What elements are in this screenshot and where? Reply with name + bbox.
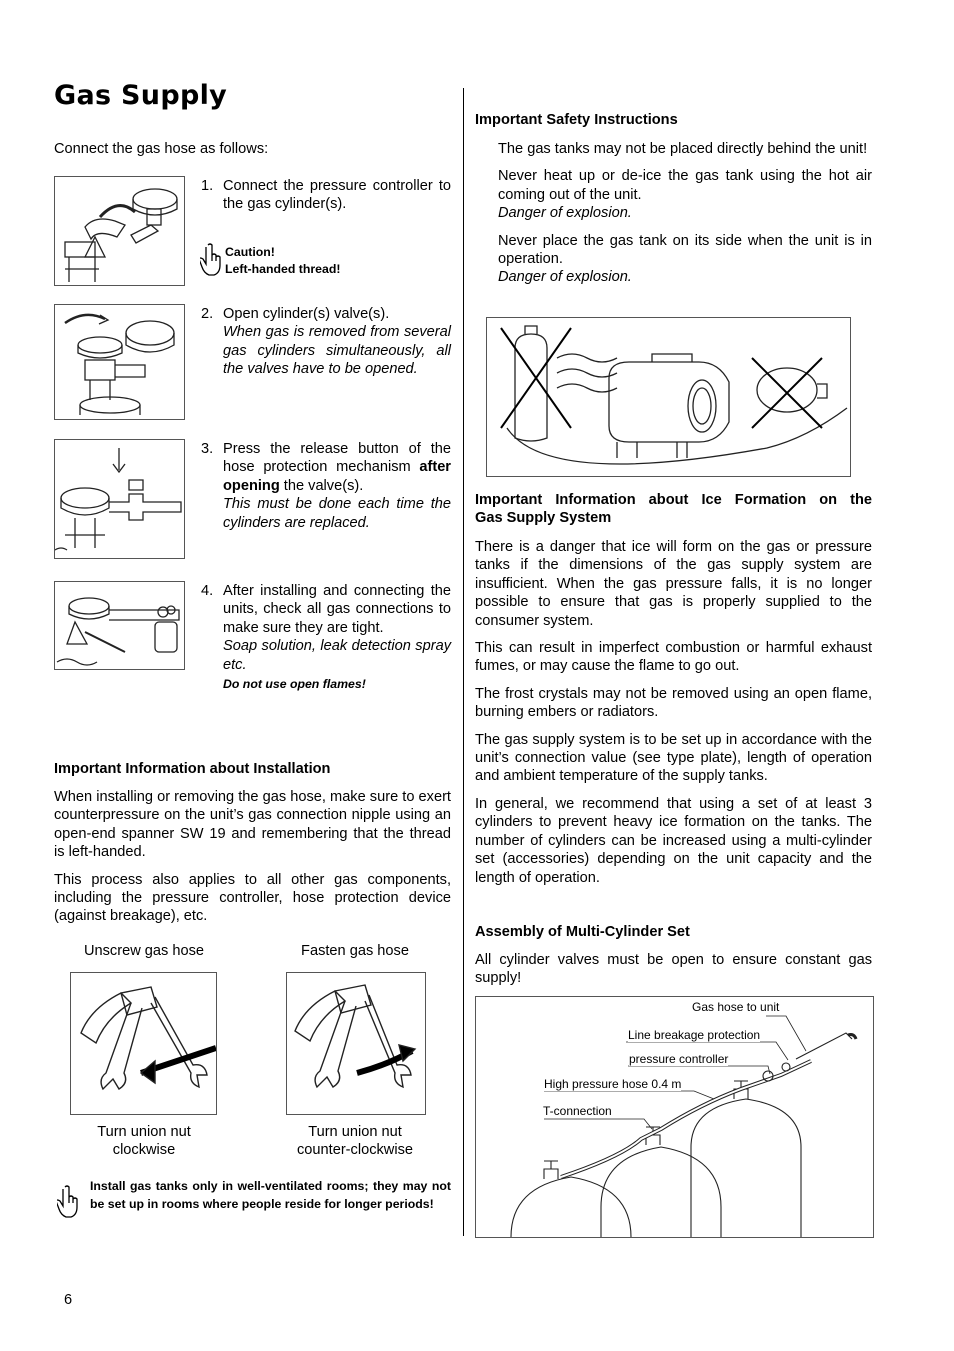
page-number: 6 (64, 1292, 73, 1308)
step-3-note: This must be done each time the cylinders are replaced. (223, 496, 451, 531)
unscrew-illustration (70, 972, 217, 1115)
ice-paragraph-2: This can result in imperfect combustion or harmful exhaust fumes, or may cause the flame to go out. (475, 640, 872, 675)
installation-paragraph-1: When installing or removing the gas hose, make sure to exert counterpressure on the unit’s gas connection nipple using an open-end spanner SW 19 and remembering that the thread is left-handed. (54, 789, 451, 861)
ice-paragraph-4: The gas supply system is to be set up in accordance with the unit’s connection value (see type plate), length of operation and ambient temperature of the supply tanks. (475, 731, 872, 785)
safety-paragraph-2-note: Danger of explosion. (498, 205, 632, 222)
multi-cylinder-diagram (475, 996, 874, 1238)
installation-paragraph-2: This process also applies to all other gas components, including the pressure controller, hose protection device (against breakage), etc. (54, 871, 451, 925)
step-2-note: When gas is removed from several gas cylinders simultaneously, all the valves have to be opened. (223, 324, 451, 378)
ice-section (475, 538, 872, 896)
label-gas-hose: Gas hose to unit (692, 1000, 780, 1014)
safety-paragraph-3: Never place the gas tank on its side when the unit is in operation. (498, 232, 872, 268)
ventilation-note: Install gas tanks only in well-ventilated rooms; they may not be set up in rooms where people reside for longer periods! (90, 1179, 451, 1211)
pointing-hand-icon (200, 243, 222, 282)
label-pressure-controller: pressure controller (629, 1052, 729, 1066)
label-t-connection: T-connection (543, 1104, 612, 1118)
pointing-hand-icon (57, 1185, 79, 1224)
ice-heading-line-1: Important Information about Ice Formation on the (475, 492, 872, 508)
caution-line-2: Left-handed thread! (225, 262, 341, 276)
safety-paragraph-3-note: Danger of explosion. (498, 269, 632, 286)
unscrew-caption-line-1: Turn union nut (97, 1124, 191, 1140)
fasten-caption (271, 1123, 439, 1160)
ice-paragraph-3: The frost crystals may not be removed using an open flame, burning embers or radiators. (475, 685, 872, 721)
fasten-illustration (286, 972, 426, 1115)
ice-heading-line-2: Gas Supply System (475, 510, 612, 527)
unscrew-caption (70, 1123, 218, 1160)
step-3-illustration (54, 439, 185, 559)
step-4-number: 4. (201, 583, 214, 599)
step-4-warning: Do not use open flames! (223, 677, 366, 692)
safety-heading: Important Safety Instructions (475, 112, 678, 128)
assembly-heading: Assembly of Multi-Cylinder Set (475, 924, 690, 940)
caution-line-1: Caution! (225, 245, 275, 259)
ice-paragraph-5: In general, we recommend that using a set of at least 3 cylinders to prevent heavy ice formation on the tanks. The number of cylinders can be increased using a multi-cylinder set (accessories) depending on the unit capacity and the length of operation. (475, 795, 872, 886)
step-4-note: Soap solution, leak detection spray etc. (223, 638, 451, 673)
step-3-text-bold: after opening (223, 459, 451, 494)
step-1-illustration (54, 176, 185, 286)
fasten-title: Fasten gas hose (301, 943, 409, 959)
step-3-text-a: Press the release button of the hose protection mechanism (223, 441, 451, 476)
step-3-text-b: the valve(s). (279, 477, 364, 494)
assembly-paragraph: All cylinder valves must be open to ensure constant gas supply! (475, 952, 872, 987)
unscrew-title: Unscrew gas hose (83, 943, 205, 959)
safety-paragraph-1: The gas tanks may not be placed directly behind the unit! (498, 141, 868, 157)
ice-heading (475, 491, 872, 528)
installation-heading: Important Information about Installation (54, 761, 331, 777)
step-3-number: 3. (201, 441, 214, 457)
ice-paragraph-1: There is a danger that ice will form on the gas or pressure tanks if the dimensions of the gas supply system are insufficient. When the gas pressure falls, it is no longer possible to ensure that gas is properly supplied to the consumer system. (475, 539, 872, 629)
intro-text: Connect the gas hose as follows: (54, 141, 269, 157)
safety-paragraph-2: Never heat up or de-ice the gas tank using the hot air coming out of the unit. (498, 168, 872, 203)
step-4-illustration (54, 581, 185, 670)
step-2-illustration (54, 304, 185, 420)
step-1-number: 1. (201, 178, 214, 194)
step-2-text: Open cylinder(s) valve(s). (223, 306, 390, 322)
step-4-text: After installing and connecting the units, check all gas connections to make sure they are tight. (223, 583, 451, 636)
column-divider (463, 88, 464, 1236)
safety-section (498, 140, 872, 287)
label-high-pressure-hose: High pressure hose 0.4 m (544, 1077, 682, 1091)
step-1-text: Connect the pressure controller to the gas cylinder(s). (223, 178, 451, 213)
label-line-breakage: Line breakage protection (628, 1028, 761, 1042)
page-title: Gas Supply (54, 80, 228, 111)
fasten-caption-line-2: counter-clockwise (297, 1142, 413, 1159)
fasten-caption-line-1: Turn union nut (308, 1124, 402, 1140)
safety-illustration (486, 317, 851, 477)
unscrew-caption-line-2: clockwise (112, 1142, 176, 1159)
step-2-number: 2. (201, 306, 214, 322)
installation-section (54, 788, 451, 935)
